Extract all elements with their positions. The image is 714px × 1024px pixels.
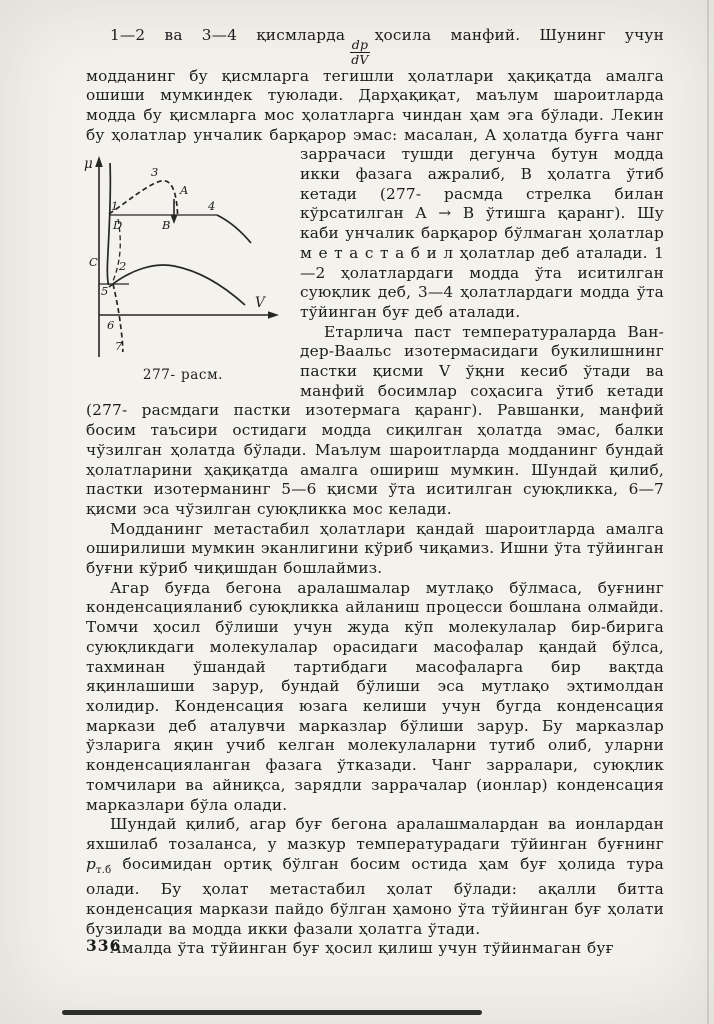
paragraph-2: Етарлича паст температураларда Ван-дер-Ваальс изотермасидаги букилишнинг пастки қисми V ўқни кесиб ўтади ва манфий босимлар соҳасига ўтиб кетади (277- расмдаги пастки изотермага қаранг). Равшанки, манфий босим таъсири остидаги модда сиқилган ҳолатда эмас, балки чўзилган ҳолатда бўлади. Маълум шароитларда модданинг бундай ҳолатларини ҳақиқатда амалга ошириш мумкин. Шундай қилиб, пастки изотерманинг 5—6 қисми ўта иситилган суюқликка, 6—7 қисми эса чўзилган суюқликка мос келади. [86, 322, 664, 518]
point-1-label: 1 [111, 199, 119, 214]
paragraph-6: Амалда ўта тўйинган буғ ҳосил қилиш учун тўйинмаган буғ [110, 939, 614, 958]
point-3-label: 3 [151, 165, 159, 180]
scan-edge-line [707, 0, 709, 1024]
derivative-fraction [349, 38, 370, 67]
p1-text-b: ҳосила манфий. Шунинг учун модданинг бу қисмларга тегишли ҳолатлари ҳақиқатда амалга ошиши мумкиндек туюлади. Дарҳақиқат, маълум шароитларда модда бу қисмларга мос ҳолатларга чиндан ҳам эга бўлади. Лекин бу ҳолатлар унчалик барқарор эмас: масалан, A ҳолатда буғга чанг [86, 26, 664, 144]
lower-isotherm [109, 265, 245, 305]
v-axis-label: V [255, 295, 265, 312]
point-a-label: A [180, 183, 189, 198]
paragraph-1 [84, 26, 664, 384]
p5-text-a: Шундай қилиб, агар буғ бегона аралашмалардан ва ионлардан яхшилаб тозаланса, у мазкур температурадаги тўйинган буғнинг [86, 815, 664, 853]
point-6-label: 6 [107, 318, 115, 333]
pressure-subscript: т.б [96, 864, 112, 876]
saturated-pressure-symbol [86, 854, 112, 876]
point-5-label: 5 [101, 284, 109, 299]
point-b-label: B [162, 218, 171, 233]
paragraph-4: Агар буғда бегона аралашмалар мутлақо бўлмаса, буғнинг конденсацияланиб суюқликка айланиш процесси бошлана олмайди. Томчи ҳосил бўлиши учун жуда кўп молекулалар бир-бирига суюқликдаги молекулалар орасидаги масофалар қандай бўлса, тахминан ўшандай тартибдаги масофаларга бир вақтда яқинлашиши зарур, бундай бўлиши эса мутлақо эҳтимолдан холидир. Конденсация юзага келиши учун бугда конденсация маркази деб аталувчи марказлар бўлиши зарур. Бу марказлар ўзларига яқин учиб келган молекулаларни тутиб олиб, уларни конденсацияланган фазага ўтказади. Чанг зарралари, суюқлик томчилари ва айниқса, зарядли заррачалар (ионлар) конденсация марказлари бўла олади. [86, 578, 664, 814]
mu-axis-arrowhead [95, 156, 103, 167]
scan-artifact-bottom [62, 1010, 482, 1015]
pressure-base: p [86, 854, 96, 873]
fraction-denominator: dV [351, 51, 369, 67]
mu-axis-label: μ [84, 156, 93, 173]
upper-isotherm-right-branch [217, 215, 251, 243]
paragraph-5 [86, 815, 664, 939]
arrow-a-to-b-head [171, 215, 178, 224]
paragraph-3: Модданинг метастабил ҳолатлари қандай шароитларда амалга оширилиши мумкин эканлигини кўриб чиқамиз. Ишни ўта тўйинган буғни кўриб чиқишдан бошлаймиз. [86, 519, 664, 578]
point-c-label: C [89, 255, 98, 270]
point-7-label: 7 [115, 339, 123, 354]
mu-v-diagram [82, 153, 284, 365]
p1-text-a: 1—2 ва 3—4 қисмларда [110, 26, 346, 44]
fraction-numerator: dp [351, 37, 369, 52]
figure-caption: 277- расм. [142, 367, 224, 384]
point-4-label: 4 [208, 199, 216, 214]
page-number: 336 [86, 936, 122, 955]
p1-text-c: заррачаси тушди дегунча бутун модда икки фазага ажралиб, B ҳолатга ўтиб кетади (277- расмда стрелка билан кўрсатилган A → B ўтишга қаранг). Шу каби унчалик барқарор бўлмаган ҳолатлар м е т а с т а б и л ҳолатлар деб аталади. 1—2 ҳолатлардаги модда ўта иситилган суюқлик деб, 3—4 ҳолатлардаги модда ўта тўйинган буғ деб аталади. [300, 145, 664, 321]
p5-text-b: босимидан ортиқ бўлган босим остида ҳам буғ ҳолида тура олади. Бу ҳолат метастабил ҳолат бўлади: ақалли битта конденсация маркази пайдо бўлган ҳамоно ўта тўйинган буғ ҳолати бузилади ва модда икки фазали ҳолатга ўтади. [86, 854, 664, 938]
point-2-label: 2 [119, 259, 127, 274]
upper-isotherm-left-branch [107, 163, 110, 285]
point-d-label: D [113, 218, 123, 233]
v-axis-arrowhead [268, 312, 279, 320]
metastable-hump-dashed [109, 181, 178, 215]
figure-277 [82, 153, 284, 386]
